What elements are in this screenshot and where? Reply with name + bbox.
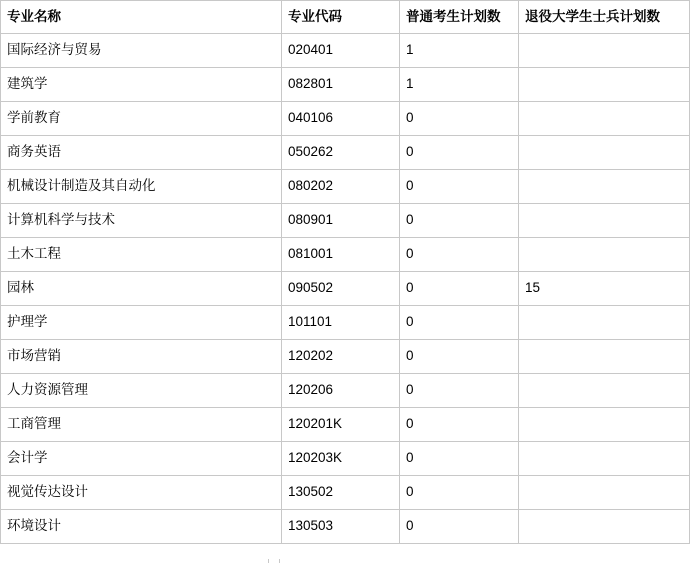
table-body xyxy=(1,34,690,544)
cell-major-name: 市场营销 xyxy=(1,340,282,374)
cell-veteran-quota xyxy=(519,442,690,476)
cell-major-code: 040106 xyxy=(282,102,400,136)
cell-major-name: 护理学 xyxy=(1,306,282,340)
cell-general-quota: 0 xyxy=(400,204,519,238)
cell-general-quota: 0 xyxy=(400,136,519,170)
cell-general-quota: 1 xyxy=(400,68,519,102)
cell-veteran-quota xyxy=(519,68,690,102)
cell-major-name: 土木工程 xyxy=(1,238,282,272)
table-row xyxy=(1,204,690,238)
cell-general-quota: 0 xyxy=(400,272,519,306)
table-row xyxy=(1,170,690,204)
table-row xyxy=(1,102,690,136)
cell-veteran-quota xyxy=(519,510,690,544)
cell-veteran-quota xyxy=(519,306,690,340)
cell-major-name: 视觉传达设计 xyxy=(1,476,282,510)
cell-major-code: 081001 xyxy=(282,238,400,272)
table-row xyxy=(1,306,690,340)
cell-major-name: 人力资源管理 xyxy=(1,374,282,408)
column-header-major-name: 专业名称 xyxy=(1,1,282,34)
cell-major-code: 050262 xyxy=(282,136,400,170)
cell-veteran-quota xyxy=(519,34,690,68)
cell-general-quota: 0 xyxy=(400,170,519,204)
cell-general-quota: 0 xyxy=(400,408,519,442)
column-header-general-quota: 普通考生计划数 xyxy=(400,1,519,34)
table-header xyxy=(1,1,690,34)
table-row xyxy=(1,510,690,544)
cell-general-quota: 0 xyxy=(400,238,519,272)
table-row xyxy=(1,68,690,102)
cell-general-quota: 0 xyxy=(400,442,519,476)
cell-major-name: 环境设计 xyxy=(1,510,282,544)
cell-veteran-quota: 15 xyxy=(519,272,690,306)
cell-major-code: 130503 xyxy=(282,510,400,544)
cell-major-code: 120203K xyxy=(282,442,400,476)
cell-major-code: 020401 xyxy=(282,34,400,68)
table-row xyxy=(1,272,690,306)
table-row xyxy=(1,34,690,68)
cell-major-name: 园林 xyxy=(1,272,282,306)
cell-veteran-quota xyxy=(519,204,690,238)
cell-major-name: 商务英语 xyxy=(1,136,282,170)
cell-major-name: 机械设计制造及其自动化 xyxy=(1,170,282,204)
cell-major-code: 080202 xyxy=(282,170,400,204)
header-row xyxy=(1,1,690,34)
cell-major-name: 计算机科学与技术 xyxy=(1,204,282,238)
table-bottom-notch xyxy=(268,559,280,563)
cell-veteran-quota xyxy=(519,374,690,408)
cell-veteran-quota xyxy=(519,476,690,510)
cell-veteran-quota xyxy=(519,136,690,170)
cell-general-quota: 0 xyxy=(400,374,519,408)
table-row xyxy=(1,442,690,476)
cell-major-code: 090502 xyxy=(282,272,400,306)
cell-general-quota: 0 xyxy=(400,102,519,136)
cell-veteran-quota xyxy=(519,340,690,374)
cell-general-quota: 0 xyxy=(400,306,519,340)
cell-major-code: 080901 xyxy=(282,204,400,238)
table-row xyxy=(1,408,690,442)
table-row xyxy=(1,374,690,408)
table-row xyxy=(1,476,690,510)
cell-veteran-quota xyxy=(519,170,690,204)
table-row xyxy=(1,340,690,374)
cell-general-quota: 0 xyxy=(400,340,519,374)
cell-general-quota: 1 xyxy=(400,34,519,68)
cell-major-code: 082801 xyxy=(282,68,400,102)
table-row xyxy=(1,238,690,272)
cell-general-quota: 0 xyxy=(400,510,519,544)
table-row xyxy=(1,136,690,170)
cell-major-code: 101101 xyxy=(282,306,400,340)
cell-major-code: 120201K xyxy=(282,408,400,442)
cell-veteran-quota xyxy=(519,238,690,272)
cell-veteran-quota xyxy=(519,408,690,442)
column-header-veteran-quota: 退役大学生士兵计划数 xyxy=(519,1,690,34)
cell-major-name: 工商管理 xyxy=(1,408,282,442)
cell-veteran-quota xyxy=(519,102,690,136)
column-header-major-code: 专业代码 xyxy=(282,1,400,34)
cell-major-code: 130502 xyxy=(282,476,400,510)
cell-major-code: 120202 xyxy=(282,340,400,374)
cell-major-name: 会计学 xyxy=(1,442,282,476)
cell-major-name: 国际经济与贸易 xyxy=(1,34,282,68)
cell-major-code: 120206 xyxy=(282,374,400,408)
cell-major-name: 建筑学 xyxy=(1,68,282,102)
cell-major-name: 学前教育 xyxy=(1,102,282,136)
cell-general-quota: 0 xyxy=(400,476,519,510)
